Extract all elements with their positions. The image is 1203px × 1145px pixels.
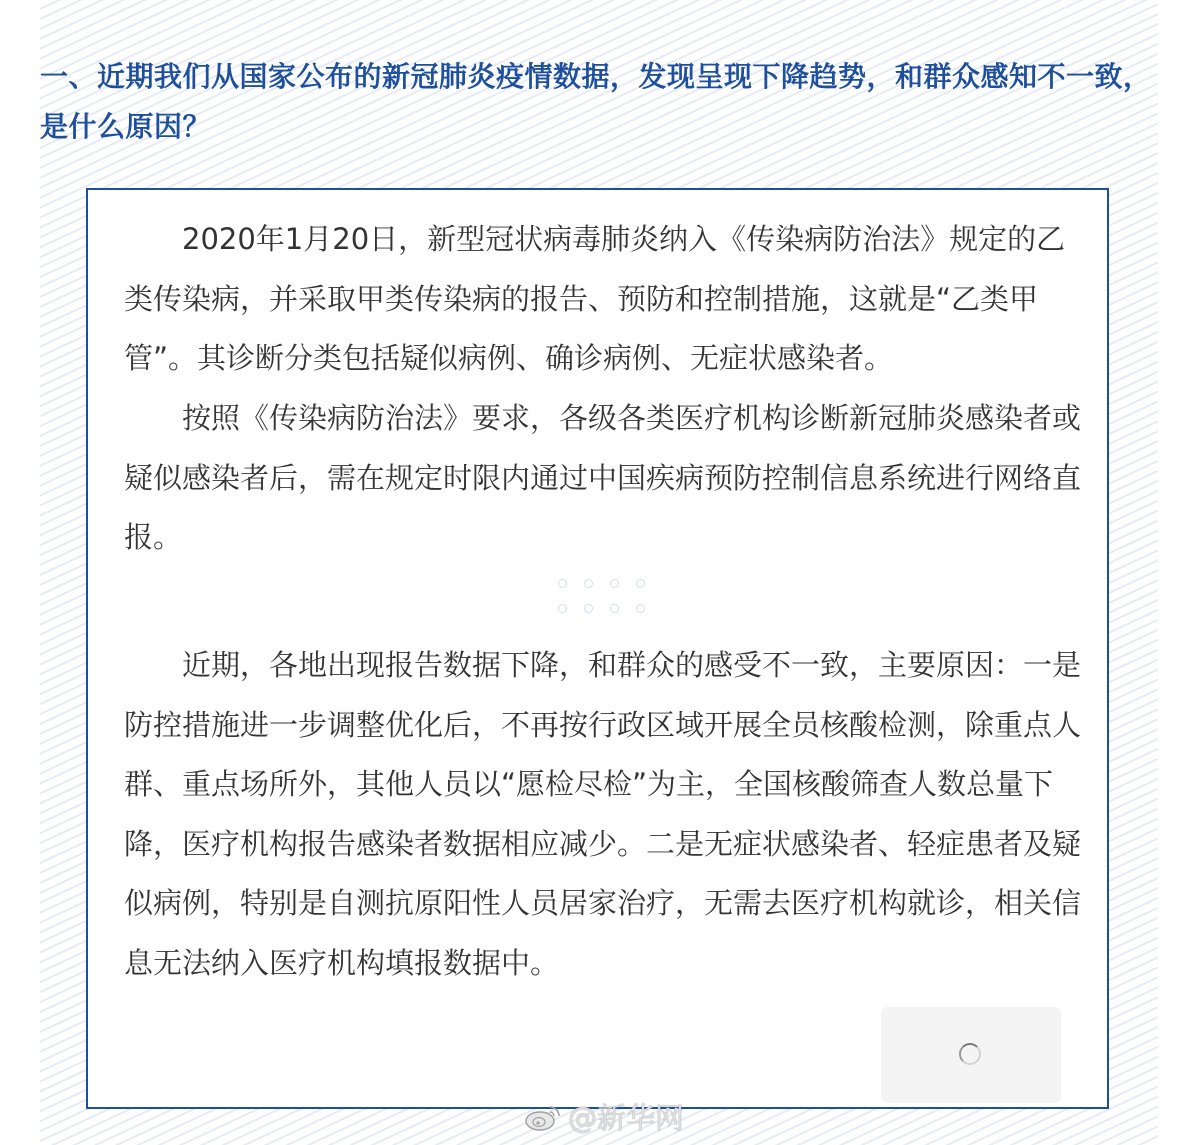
loading-placeholder [881, 1007, 1061, 1103]
dot [610, 579, 619, 588]
paragraph-legal-classification: 2020年1月20日，新型冠状病毒肺炎纳入《传染病防治法》规定的乙类传染病，并采取甲类传染病的报告、预防和控制措施，这就是“乙类甲管”。其诊断分类包括疑似病例、确诊病例、无症状感染者。 [124, 222, 1066, 375]
weibo-logo-icon [524, 1102, 562, 1132]
paragraph-main-reasons: 近期，各地出现报告数据下降，和群众的感受不一致，主要原因：一是防控措施进一步调整优化后，不再按行政区域开展全员核酸检测，除重点人群、重点场所外，其他人员以“愿检尽检”为主，全国核酸筛查人数总量下降，医疗机构报告感染者数据相应减少。二是无症状感染者、轻症患者及疑似病例，特别是自测抗原阳性人员居家治疗，无需去医疗机构就诊，相关信息无法纳入医疗机构填报数据中。 [124, 648, 1082, 980]
dot [558, 604, 567, 613]
watermark-text: @新华网 [568, 1101, 685, 1135]
section-heading: 一、近期我们从国家公布的新冠肺炎疫情数据，发现呈现下降趋势，和群众感知不一致，是什么原因？ [40, 60, 1152, 143]
watermark [524, 1096, 684, 1137]
dot [584, 579, 593, 588]
content-card [86, 188, 1109, 1109]
dot [610, 604, 619, 613]
dot [636, 579, 645, 588]
dot [558, 579, 567, 588]
dots-divider-icon [558, 579, 648, 613]
loading-spinner-icon [959, 1043, 981, 1065]
paragraph-reporting-requirement: 按照《传染病防治法》要求，各级各类医疗机构诊断新冠肺炎感染者或疑似感染者后，需在规定时限内通过中国疾病预防控制信息系统进行网络直报。 [124, 401, 1082, 554]
dot [584, 604, 593, 613]
dot [636, 604, 645, 613]
